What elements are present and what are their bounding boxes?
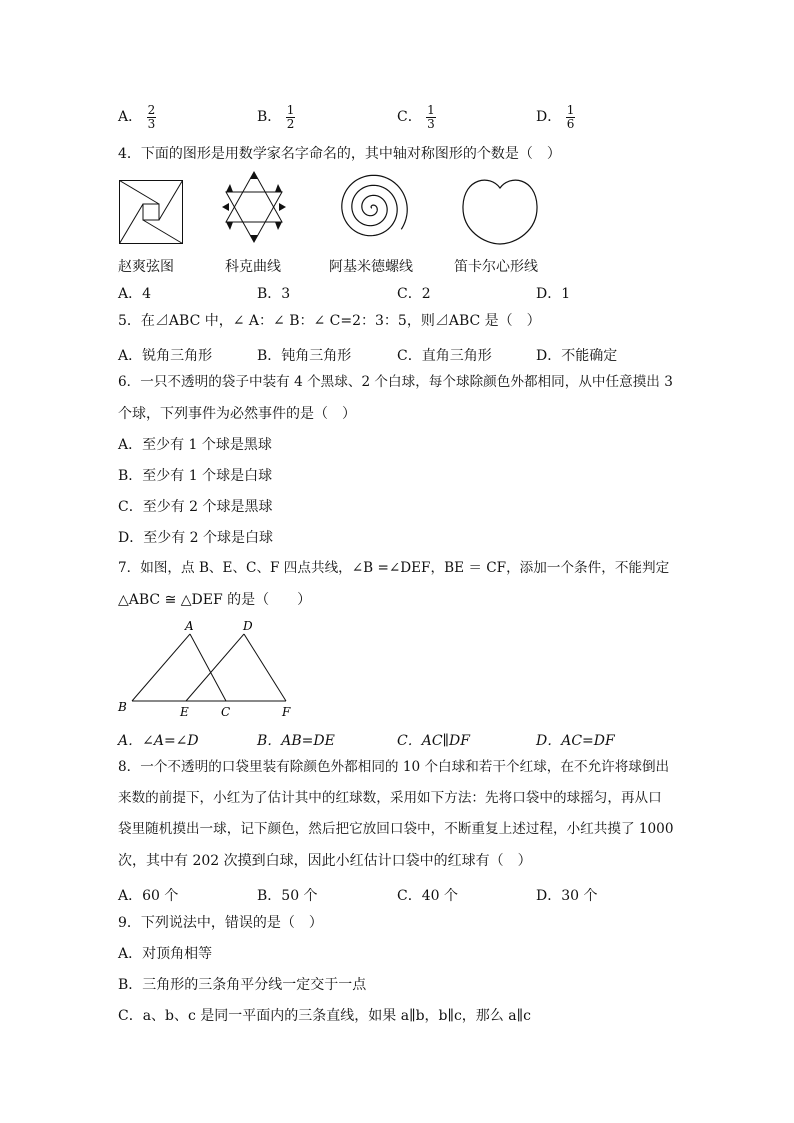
option: B．至少有 1 个球是白球 — [118, 468, 273, 484]
point-label-f: F — [282, 705, 291, 719]
point-label-b: B — [118, 700, 127, 714]
fraction: $\frac{1}{6}$ — [566, 103, 575, 131]
cardioid-figure — [460, 176, 540, 246]
q9-stem: 9．下列说法中，错误的是（ ） — [118, 915, 323, 931]
q7-triangles-figure — [118, 618, 303, 720]
option: A．锐角三角形 — [118, 348, 213, 364]
q3-options — [118, 104, 638, 134]
q8-stem-line1: 8．一个不透明的口袋里装有除颜色外都相同的 10 个白球和若干个红球，在不允许将球倒出 — [118, 759, 670, 775]
q8-stem-line2: 来数的前提下，小红为了估计其中的红球数，采用如下方法：先将口袋中的球摇匀，再从口 — [118, 790, 662, 806]
q3-option-c: C． $\frac{1}{3}$ — [397, 103, 435, 131]
option: B．50 个 — [257, 888, 318, 904]
option: D．至少有 2 个球是白球 — [118, 530, 274, 546]
q3-option-a: A． $\frac{2}{3}$ — [118, 103, 156, 131]
option: B．3 — [257, 286, 291, 302]
option: D．AC=DF — [536, 733, 615, 749]
archimedean-spiral-figure — [334, 170, 414, 246]
option: D．1 — [536, 286, 571, 302]
option: C．AC∥DF — [397, 733, 470, 749]
q3-option-d: D． $\frac{1}{6}$ — [536, 103, 575, 131]
q6-stem-line2: 个球，下列事件为必然事件的是（ ） — [118, 406, 356, 422]
q4-stem: 4．下面的图形是用数学家名字命名的，其中轴对称图形的个数是（ ） — [118, 146, 561, 162]
option: D．不能确定 — [536, 348, 618, 364]
option: B．三角形的三条角平分线一定交于一点 — [118, 977, 367, 993]
point-label-c: C — [221, 705, 231, 719]
figure-caption: 笛卡尔心形线 — [454, 259, 538, 275]
figure-caption: 科克曲线 — [225, 259, 281, 275]
option: C．至少有 2 个球是黑球 — [118, 499, 273, 515]
point-label-a: A — [185, 619, 194, 633]
point-label-d: D — [243, 619, 253, 633]
q5-stem: 5．在⊿ABC 中，∠ A：∠ B：∠ C=2：3：5，则⊿ABC 是（ ） — [118, 313, 541, 329]
option: B．钝角三角形 — [257, 348, 352, 364]
zhao-shuang-figure — [119, 180, 183, 244]
option: A．60 个 — [118, 888, 179, 904]
option: D．30 个 — [536, 888, 598, 904]
figure-caption: 阿基米德螺线 — [329, 259, 413, 275]
q8-stem-line3: 袋里随机摸出一球，记下颜色，然后把它放回口袋中，不断重复上述过程，小红共摸了 1000 — [118, 821, 674, 837]
option: A．对顶角相等 — [118, 946, 213, 962]
q7-stem-line1: 7．如图，点 B、E、C、F 四点共线，∠B =∠DEF，BE ＝ CF，添加一个条件，不能判定 — [118, 560, 670, 576]
option: A．4 — [118, 286, 152, 302]
figure-caption: 赵爽弦图 — [118, 259, 174, 275]
q8-stem-line4: 次，其中有 202 次摸到白球，因此小红估计口袋中的红球有（ ） — [118, 853, 532, 869]
option: C．40 个 — [397, 888, 458, 904]
koch-curve-figure — [220, 170, 288, 244]
option: B．AB=DE — [257, 733, 335, 749]
q6-stem-line1: 6．一只不透明的袋子中装有 4 个黑球、2 个白球，每个球除颜色外都相同，从中任意摸出 3 — [118, 374, 673, 390]
point-label-e: E — [180, 705, 189, 719]
option: C．a、b、c 是同一平面内的三条直线，如果 a∥b，b∥c，那么 a∥c — [118, 1008, 531, 1024]
fraction: $\frac{1}{3}$ — [427, 103, 435, 131]
q7-stem-line2: △ABC ≅ △DEF 的是（ ） — [118, 592, 312, 608]
option: C．2 — [397, 286, 431, 302]
q3-option-b: B． $\frac{1}{2}$ — [257, 103, 295, 131]
option: A．至少有 1 个球是黑球 — [118, 437, 272, 453]
fraction: $\frac{1}{2}$ — [286, 103, 295, 131]
fraction: $\frac{2}{3}$ — [147, 103, 156, 131]
option: A．∠A=∠D — [118, 733, 199, 749]
option: C．直角三角形 — [397, 348, 492, 364]
